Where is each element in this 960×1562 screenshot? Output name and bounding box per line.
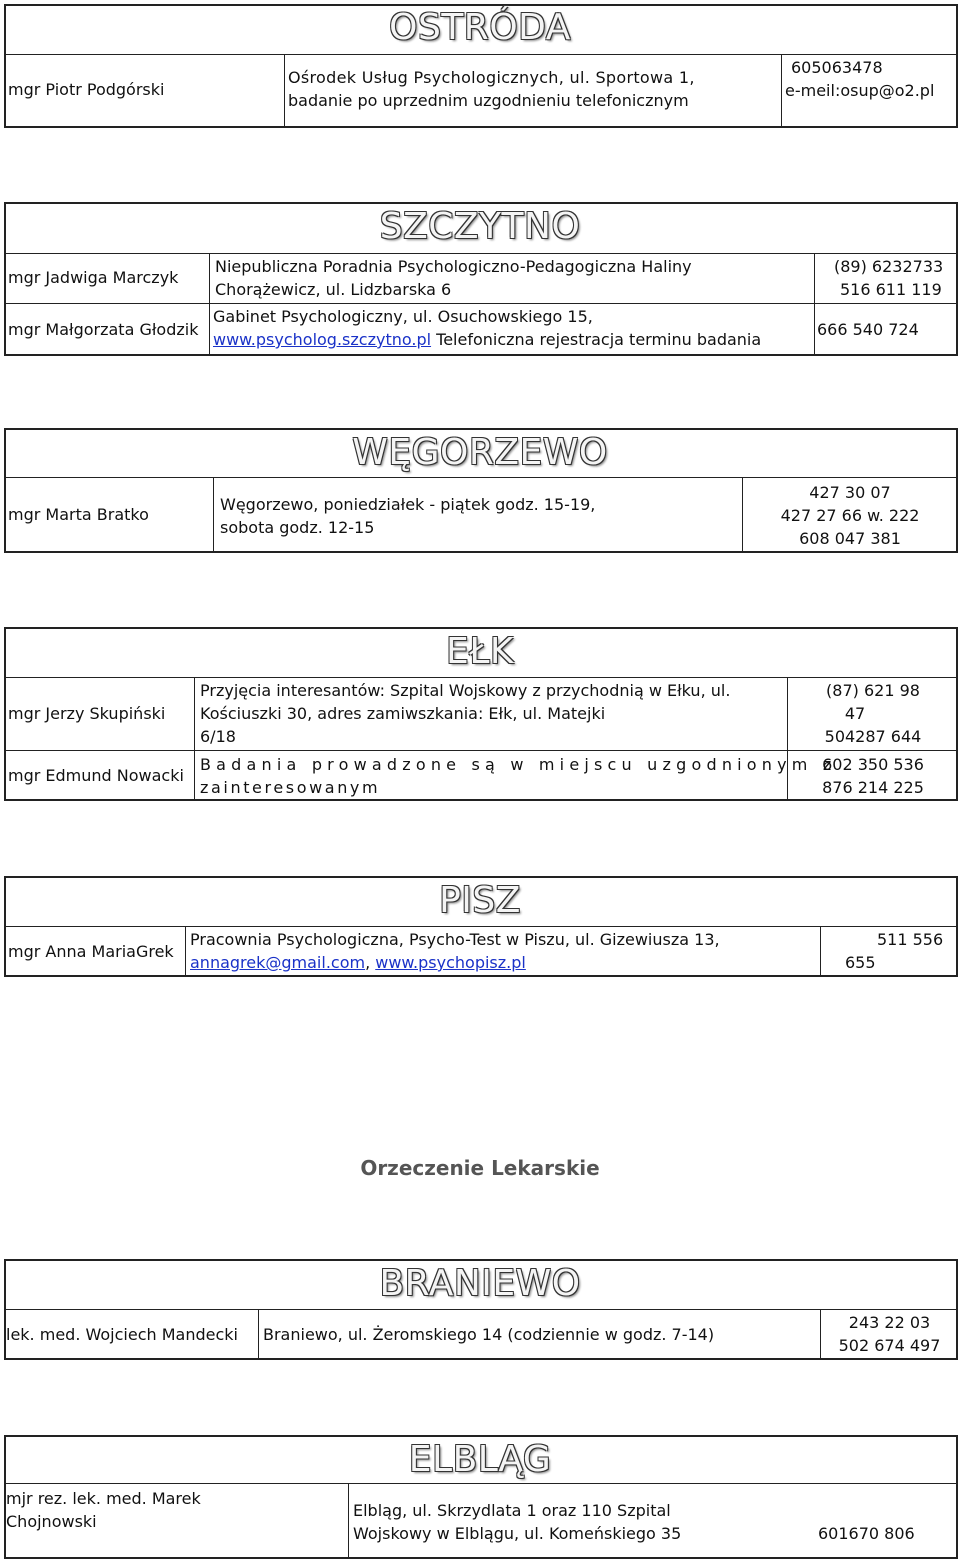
elk-address-line2: Kościuszki 30, adres zamiwszkania: Ełk, ul. Matejki (200, 704, 606, 723)
medical-certificate-heading: Orzeczenie Lekarskie (360, 1156, 600, 1180)
ostroda-address-line2: badanie po uprzednim uzgodnieniu telefonicznym (288, 91, 689, 110)
szczytno-row2-line2 (213, 328, 761, 351)
pisz-link-separator: , (365, 953, 376, 972)
elk-note-line1: Badania prowadzone są w miejscu uzgodnionym z (200, 755, 837, 774)
pisz-col-divider-1 (185, 926, 186, 977)
wegorzewo-phone2: 427 27 66 w. 222 (780, 506, 920, 525)
braniewo-address: Braniewo, ul. Żeromskiego 14 (codziennie w godz. 7-14) (263, 1325, 715, 1344)
wegorzewo-phone1: 427 30 07 (809, 483, 891, 502)
elk-phone3: 504287 644 (824, 727, 922, 746)
pisz-links-line (190, 951, 526, 974)
szczytno-row1-address-line2: Chorążewicz, ul. Lidzbarska 6 (215, 280, 452, 299)
elblag-title-divider (4, 1483, 958, 1484)
pisz-phone1: 511 556 (877, 930, 944, 949)
pisz-col-divider-2 (820, 926, 821, 977)
pisz-website-link[interactable]: www.psychopisz.pl (375, 953, 526, 972)
braniewo-phone1: 243 22 03 (848, 1313, 931, 1332)
braniewo-city-title: BRANIEWO (379, 1263, 581, 1304)
pisz-email-link[interactable]: annagrek@gmail.com (190, 953, 366, 972)
szczytno-row2-address-line1: Gabinet Psychologiczny, ul. Osuchowskiego 15, (213, 307, 593, 326)
wegorzewo-col-divider-1 (213, 477, 214, 553)
ostroda-email[interactable]: e-meil:osup@o2.pl (785, 81, 935, 100)
szczytno-col-divider-1 (209, 253, 210, 356)
szczytno-col-divider-2 (814, 253, 815, 356)
szczytno-row1-phone2: 516 611 119 (840, 280, 942, 299)
wegorzewo-name: mgr Marta Bratko (8, 505, 149, 524)
szczytno-website-link[interactable]: www.psycholog.szczytno.pl (213, 330, 432, 349)
pisz-city-title: PISZ (439, 880, 521, 921)
ostroda-phone: 605063478 (791, 58, 883, 77)
elk-row-divider (4, 750, 958, 751)
wegorzewo-city-title: WĘGORZEWO (352, 432, 608, 473)
pisz-address-line1: Pracownia Psychologiczna, Psycho-Test w Piszu, ul. Gizewiusza 13, (190, 930, 720, 949)
wegorzewo-col-divider-2 (742, 477, 743, 553)
elblag-name-line2: Chojnowski (6, 1512, 97, 1531)
szczytno-city-title: SZCZYTNO (379, 206, 581, 247)
pisz-title-divider (4, 926, 958, 927)
elk-phone2: 47 (844, 704, 866, 723)
elk-address-line1: Przyjęcia interesantów: Szpital Wojskowy z przychodnią w Ełku, ul. (200, 681, 731, 700)
ostroda-address-line1: Ośrodek Usług Psychologicznych, ul. Sportowa 1, (288, 68, 695, 87)
wegorzewo-title-divider (4, 477, 958, 478)
elk-phone4: 602 350 536 (822, 755, 924, 774)
szczytno-registration-note: Telefoniczna rejestracja terminu badania (431, 330, 762, 349)
elblag-name-line1: mjr rez. lek. med. Marek (6, 1489, 201, 1508)
braniewo-name: lek. med. Wojciech Mandecki (6, 1325, 238, 1344)
ostroda-title-divider (4, 54, 958, 55)
braniewo-phone2: 502 674 497 (838, 1336, 941, 1355)
pisz-phone2: 655 (845, 953, 876, 972)
szczytno-row2-name: mgr Małgorzata Głodzik (8, 320, 199, 339)
elk-name2: mgr Edmund Nowacki (8, 766, 184, 785)
elblag-col-divider-1 (348, 1483, 349, 1559)
elblag-address-line2: Wojskowy w Elblągu, ul. Komeńskiego 35 (353, 1524, 682, 1543)
elk-note-line2: zainteresowanym (200, 778, 381, 797)
szczytno-row2-phone: 666 540 724 (817, 320, 919, 339)
szczytno-row1-phone1: (89) 6232733 (834, 257, 944, 276)
pisz-name: mgr Anna MariaGrek (8, 942, 174, 961)
ostroda-col-divider-2 (781, 54, 782, 128)
elblag-city-title: ELBLĄG (408, 1439, 552, 1480)
elk-city-title: EŁK (445, 631, 515, 672)
ostroda-city-title: OSTRÓDA (389, 7, 571, 48)
ostroda-name: mgr Piotr Podgórski (8, 80, 165, 99)
braniewo-col-divider-2 (820, 1309, 821, 1360)
elk-phone5: 876 214 225 (822, 778, 924, 797)
wegorzewo-address-line2: sobota godz. 12-15 (220, 518, 375, 537)
szczytno-row1-address-line1: Niepubliczna Poradnia Psychologiczno-Pedagogiczna Haliny (215, 257, 692, 276)
ostroda-col-divider-1 (284, 54, 285, 128)
elk-col-divider-1 (194, 677, 195, 801)
elblag-address-line1: Elbląg, ul. Skrzydlata 1 oraz 110 Szpital (353, 1501, 671, 1520)
braniewo-title-divider (4, 1309, 958, 1310)
elk-phone1: (87) 621 98 (826, 681, 920, 700)
wegorzewo-phone3: 608 047 381 (799, 529, 901, 548)
elk-col-divider-2 (787, 677, 788, 801)
elk-title-divider (4, 677, 958, 678)
szczytno-row1-name: mgr Jadwiga Marczyk (8, 268, 179, 287)
elblag-phone: 601670 806 (818, 1524, 915, 1543)
elk-address-line3: 6/18 (200, 727, 236, 746)
wegorzewo-address-line1: Węgorzewo, poniedziałek - piątek godz. 15-19, (220, 495, 596, 514)
braniewo-col-divider-1 (258, 1309, 259, 1360)
elk-name1: mgr Jerzy Skupiński (8, 704, 166, 723)
